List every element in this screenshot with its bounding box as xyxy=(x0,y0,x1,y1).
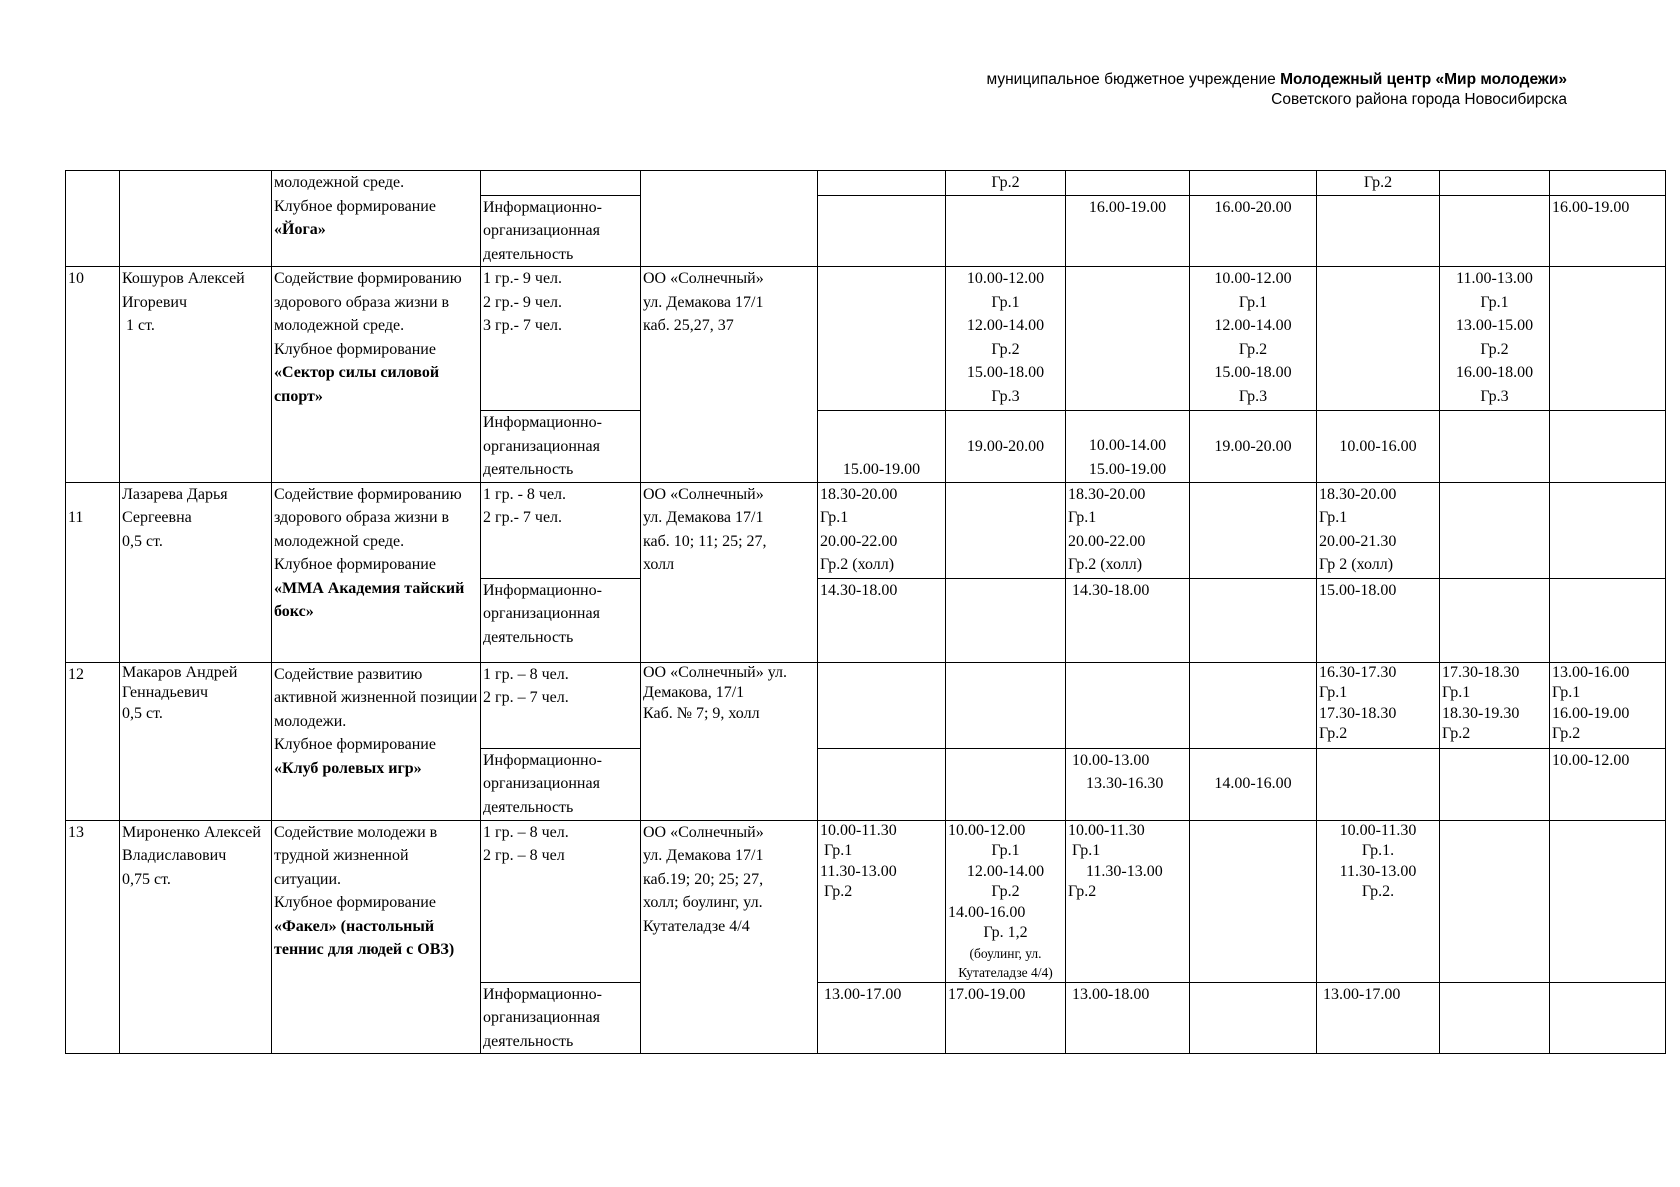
place-cell: ОО «Солнечный» ул. Демакова 17/1 каб. 25,27, 37 xyxy=(641,267,818,483)
table-row xyxy=(66,662,1666,748)
employee-cell xyxy=(120,482,272,662)
tue-cell xyxy=(946,578,1066,662)
thu-cell: 10.00-12.00 Гр.1 12.00-14.00 Гр.2 15.00-18.00 Гр.3 xyxy=(1190,267,1317,411)
row-number-cell: 11 xyxy=(66,482,120,662)
wed-cell: 18.30-20.00 Гр.1 20.00-22.00 Гр.2 (холл) xyxy=(1066,482,1190,578)
schedule-table xyxy=(65,170,1666,1054)
tue-cell xyxy=(946,195,1066,267)
document-header xyxy=(987,70,1567,110)
header-prefix: муниципальное бюджетное учреждение xyxy=(986,71,1276,88)
activity-cell: Содействие формированию здорового образа жизни в молодежной среде. Клубное формирование «Сектор силы силовой спорт» xyxy=(272,267,481,483)
employee-rate: 0,5 ст. xyxy=(122,532,163,550)
table-row xyxy=(66,267,1666,411)
sun-cell xyxy=(1550,578,1666,662)
club-name: «ММА Академия тайский бокс» xyxy=(274,579,465,620)
header-line-2: Советского района города Новосибирска xyxy=(1271,91,1567,108)
mon-cell xyxy=(818,195,946,267)
wed-cell: 10.00-14.00 15.00-19.00 xyxy=(1066,411,1190,483)
club-name: «Факел» (настольный теннис для людей с ОВЗ) xyxy=(274,917,455,958)
activity-cell: Содействие развитию активной жизненной позиции молодежи. Клубное формирование «Клуб ролевых игр» xyxy=(272,662,481,820)
club-name: «Клуб ролевых игр» xyxy=(274,759,422,777)
employee-name: Мироненко Алексей Владиславович xyxy=(122,823,261,864)
tue-cell xyxy=(946,482,1066,578)
sun-cell xyxy=(1550,267,1666,411)
row-number-cell: 13 xyxy=(66,820,120,1054)
sat-cell xyxy=(1440,171,1550,196)
organization-name: Молодежный центр «Мир молодежи» xyxy=(1280,71,1567,88)
wed-cell: 10.00-13.00 13.30-16.30 xyxy=(1066,748,1190,820)
fri-cell xyxy=(1317,748,1440,820)
sun-cell: 10.00-12.00 xyxy=(1550,748,1666,820)
place-cell xyxy=(641,171,818,267)
fri-cell: 18.30-20.00 Гр.1 20.00-21.30 Гр 2 (холл) xyxy=(1317,482,1440,578)
mon-cell xyxy=(818,748,946,820)
employee-cell xyxy=(120,662,272,820)
table-row xyxy=(66,820,1666,982)
wed-cell: 16.00-19.00 xyxy=(1066,195,1190,267)
sat-cell: 11.00-13.00 Гр.1 13.00-15.00 Гр.2 16.00-18.00 Гр.3 xyxy=(1440,267,1550,411)
tue-cell: 17.00-19.00 xyxy=(946,982,1066,1054)
mon-cell: 13.00-17.00 xyxy=(818,982,946,1054)
sat-cell xyxy=(1440,482,1550,578)
wed-cell xyxy=(1066,662,1190,748)
row-number-cell xyxy=(66,171,120,267)
fri-cell: 16.30-17.30 Гр.1 17.30-18.30 Гр.2 xyxy=(1317,662,1440,748)
groups-cell: 1 гр. – 8 чел. 2 гр. – 8 чел xyxy=(481,820,641,982)
sun-cell xyxy=(1550,171,1666,196)
sun-cell: 16.00-19.00 xyxy=(1550,195,1666,267)
fri-cell: 13.00-17.00 xyxy=(1317,982,1440,1054)
club-name: «Йога» xyxy=(274,221,326,238)
employee-rate: 0,5 ст. xyxy=(122,704,163,722)
tue-cell xyxy=(946,748,1066,820)
place-cell: ОО «Солнечный» ул. Демакова 17/1 каб. 10; 11; 25; 27, холл xyxy=(641,482,818,662)
thu-cell xyxy=(1190,662,1317,748)
thu-cell: 14.00-16.00 xyxy=(1190,748,1317,820)
bowling-note: Кутателадзе 4/4) xyxy=(958,964,1053,980)
sun-cell xyxy=(1550,820,1666,982)
fri-cell: 10.00-11.30 Гр.1. 11.30-13.00 Гр.2. xyxy=(1317,820,1440,982)
place-cell: ОО «Солнечный» ул. Демакова, 17/1 Каб. № 7; 9, холл xyxy=(641,662,818,820)
thu-cell: 19.00-20.00 xyxy=(1190,411,1317,483)
thu-cell: 16.00-20.00 xyxy=(1190,195,1317,267)
sat-cell xyxy=(1440,820,1550,982)
groups-cell: 1 гр. – 8 чел. 2 гр. – 7 чел. xyxy=(481,662,641,748)
employee-cell xyxy=(120,267,272,483)
sat-cell: 17.30-18.30 Гр.1 18.30-19.30 Гр.2 xyxy=(1440,662,1550,748)
activity-cell: молодежной среде. Клубное формирование «Йога» xyxy=(272,171,481,267)
fri-cell: 15.00-18.00 xyxy=(1317,578,1440,662)
wed-cell: 14.30-18.00 xyxy=(1066,578,1190,662)
sun-cell xyxy=(1550,411,1666,483)
tue-cell: 10.00-12.00 Гр.1 12.00-14.00 Гр.2 14.00-16.00 Гр. 1,2 (боулинг, ул. Кутателадзе 4/4) xyxy=(946,820,1066,982)
employee-cell xyxy=(120,171,272,267)
tue-cell: 10.00-12.00 Гр.1 12.00-14.00 Гр.2 15.00-18.00 Гр.3 xyxy=(946,267,1066,411)
fri-cell: Гр.2 xyxy=(1317,171,1440,196)
mon-cell xyxy=(818,662,946,748)
table-row xyxy=(66,171,1666,196)
mon-cell: 15.00-19.00 xyxy=(818,411,946,483)
sun-cell xyxy=(1550,482,1666,578)
info-label-cell: Информационно-организационная деятельность xyxy=(481,982,641,1054)
row-number-cell: 10 xyxy=(66,267,120,483)
employee-name: Лазарева Дарья Сергеевна xyxy=(122,485,228,526)
wed-cell: 10.00-11.30 Гр.1 11.30-13.00 Гр.2 xyxy=(1066,820,1190,982)
row-number-cell: 12 xyxy=(66,662,120,820)
sun-cell: 13.00-16.00 Гр.1 16.00-19.00 Гр.2 xyxy=(1550,662,1666,748)
employee-name: Кошуров Алексей Игоревич xyxy=(122,270,245,311)
wed-cell xyxy=(1066,267,1190,411)
wed-cell xyxy=(1066,171,1190,196)
thu-cell xyxy=(1190,578,1317,662)
info-label-cell: Информационно-организационная деятельность xyxy=(481,411,641,483)
employee-cell xyxy=(120,820,272,1054)
mon-cell: 18.30-20.00 Гр.1 20.00-22.00 Гр.2 (холл) xyxy=(818,482,946,578)
club-name: «Сектор силы силовой спорт» xyxy=(274,364,440,405)
groups-cell: 1 гр. - 8 чел. 2 гр.- 7 чел. xyxy=(481,482,641,578)
header-line-1 xyxy=(987,70,1567,90)
employee-rate: 0,75 ст. xyxy=(122,870,171,888)
bowling-note: (боулинг, ул. xyxy=(969,945,1042,961)
sun-cell xyxy=(1550,982,1666,1054)
sat-cell xyxy=(1440,195,1550,267)
info-label-cell: Информационно-организационная деятельность xyxy=(481,195,641,267)
groups-cell: 1 гр.- 9 чел. 2 гр.- 9 чел. 3 гр.- 7 чел. xyxy=(481,267,641,411)
sat-cell xyxy=(1440,411,1550,483)
thu-cell xyxy=(1190,482,1317,578)
tue-cell: Гр.2 xyxy=(946,171,1066,196)
table-row xyxy=(66,482,1666,578)
activity-cell: Содействие молодежи в трудной жизненной ситуации. Клубное формирование «Факел» (настольный теннис для людей с ОВЗ) xyxy=(272,820,481,1054)
thu-cell xyxy=(1190,820,1317,982)
place-cell: ОО «Солнечный» ул. Демакова 17/1 каб.19; 20; 25; 27, холл; боулинг, ул. Кутателадзе 4/4 xyxy=(641,820,818,1054)
tue-cell xyxy=(946,662,1066,748)
info-label-cell: Информационно-организационная деятельность xyxy=(481,748,641,820)
thu-cell xyxy=(1190,982,1317,1054)
mon-cell xyxy=(818,171,946,196)
wed-cell: 13.00-18.00 xyxy=(1066,982,1190,1054)
tue-cell: 19.00-20.00 xyxy=(946,411,1066,483)
groups-cell xyxy=(481,171,641,196)
fri-cell: 10.00-16.00 xyxy=(1317,411,1440,483)
mon-cell: 10.00-11.30 Гр.1 11.30-13.00 Гр.2 xyxy=(818,820,946,982)
sat-cell xyxy=(1440,748,1550,820)
mon-cell xyxy=(818,267,946,411)
activity-cell: Содействие формированию здорового образа жизни в молодежной среде. Клубное формирование «ММА Академия тайский бокс» xyxy=(272,482,481,662)
mon-cell: 14.30-18.00 xyxy=(818,578,946,662)
thu-cell xyxy=(1190,171,1317,196)
sat-cell xyxy=(1440,578,1550,662)
fri-cell xyxy=(1317,195,1440,267)
info-label-cell: Информационно-организационная деятельность xyxy=(481,578,641,662)
employee-name: Макаров Андрей Геннадьевич xyxy=(122,663,238,701)
fri-cell xyxy=(1317,267,1440,411)
sat-cell xyxy=(1440,982,1550,1054)
employee-rate: 1 ст. xyxy=(126,317,155,334)
